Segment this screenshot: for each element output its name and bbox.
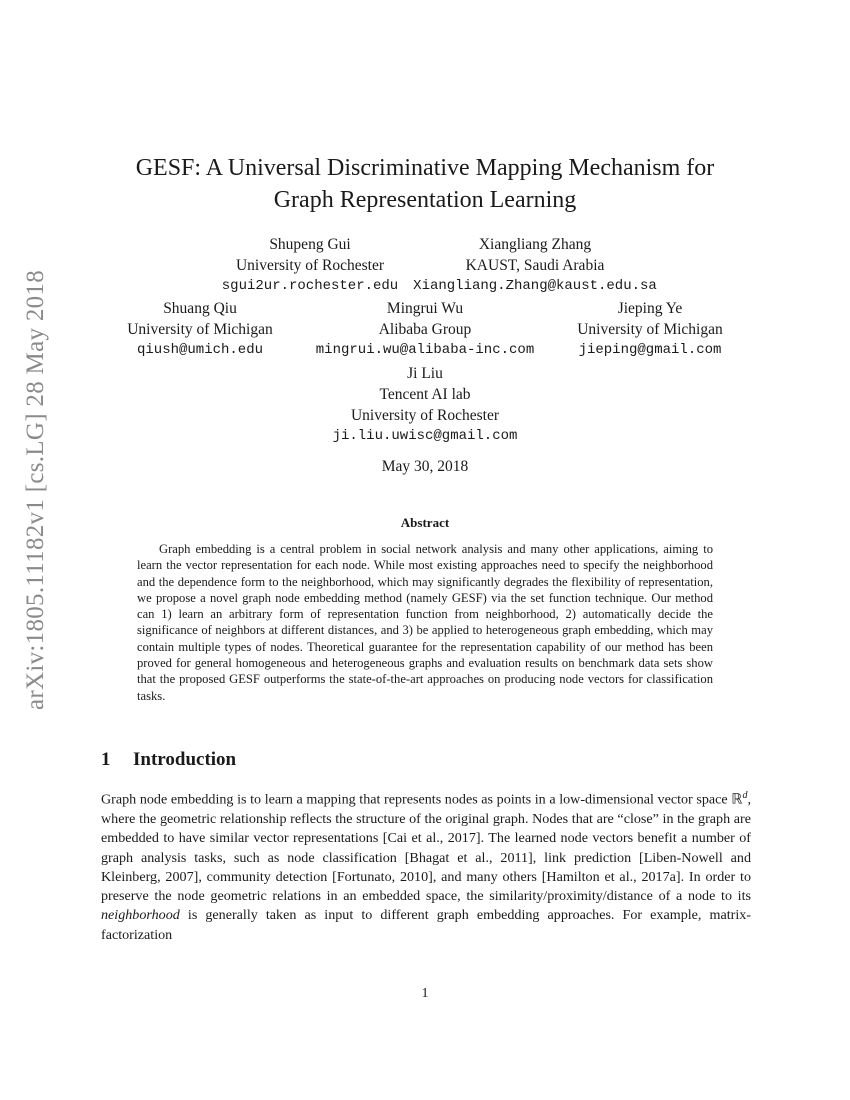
arxiv-identifier-stamp [14,255,58,725]
author-email[interactable]: mingrui.wu@alibaba-inc.com [315,342,535,358]
paper-date: May 30, 2018 [381,458,469,475]
author-name: Ji Liu [407,365,443,382]
section-title: Introduction [133,749,237,770]
author-affiliation: KAUST, Saudi Arabia [465,257,605,274]
author-email[interactable]: qiush@umich.edu [136,342,264,358]
author-affiliation: University of Michigan [577,321,723,338]
paragraph-text: Graph node embedding is to learn a mapping that represents nodes as points in a low-dimensional vector space [101,791,732,808]
author-affiliation: Alibaba Group [378,321,472,338]
author-affiliation: University of Michigan [127,321,273,338]
author-email[interactable]: ji.liu.uwisc@gmail.com [332,428,518,444]
author-block [550,298,750,361]
author-affiliation: University of Rochester [235,257,385,274]
title-line-2: Graph Representation Learning [273,187,577,213]
author-email[interactable]: jieping@gmail.com [578,342,722,358]
math-real-space: ℝ [731,791,743,808]
section-heading [101,749,236,771]
paragraph-text: , where the geometric relationship reflects the structure of the original graph. Nodes that are “close” in the graph are embedded to have similar vector representations [Cai et al., 2017]. The learned node vectors benefit a number of graph analysis tasks, such as node classification [Bhagat et al., 2011], link prediction [Liben-Nowell and Kleinberg, 2007], community detection [Fortunato, 2010], and many others [Hamilton et al., 2017a]. In order to preserve the node geometric relations in an embedded space, the similarity/proximity/distance of a node to its [101,791,751,905]
emphasized-term: neighborhood [101,907,180,924]
author-name: Jieping Ye [617,300,683,317]
page-number: 1 [421,986,429,1001]
author-affiliation: Tencent AI lab [379,386,471,403]
introduction-paragraph [101,786,751,945]
author-block [300,363,550,447]
paper-title [0,152,850,216]
author-name: Shupeng Gui [269,236,351,253]
title-line-1: GESF: A Universal Discriminative Mapping Mechanism for [135,155,715,181]
arxiv-stamp-text: arXiv:1805.11182v1 [cs.LG] 28 May 2018 [22,269,50,711]
paragraph-text: is generally taken as input to different graph embedding approaches. For example, matrix-factorization [101,907,751,943]
author-block [280,298,570,361]
author-email[interactable]: sgui2ur.rochester.edu [221,278,399,294]
author-block [395,234,675,297]
author-block [100,298,300,361]
abstract-heading: Abstract [400,515,450,530]
author-name: Xiangliang Zhang [478,236,592,253]
abstract-text: Graph embedding is a central problem in social network analysis and many other applications, aiming to learn the vector representation for each node. While most existing approaches need to specify the neighborhood and the dependence form to the neighborhood, which may significantly degrades the flexibility of representation, we propose a novel graph node embedding method (namely GESF) via the set function technique. Our method can 1) learn an arbitrary form of representation function from neighborhood, 2) automatically decide the significance of neighbors at different distances, and 3) be applied to heterogeneous graph embedding, which may contain multiple types of nodes. Theoretical guarantee for the representation capability of our method has been proved for general homogeneous and heterogeneous graphs and evaluation results on benchmark data sets show that the proposed GESF outperforms the state-of-the-art approaches on producing node vectors for classification tasks. [137,542,713,703]
author-name: Mingrui Wu [386,300,464,317]
math-superscript: d [742,790,748,801]
author-email[interactable]: Xiangliang.Zhang@kaust.edu.sa [413,278,657,294]
section-number: 1 [101,749,111,770]
author-name: Shuang Qiu [163,300,237,317]
author-affiliation: University of Rochester [350,407,500,424]
author-block [195,234,425,297]
